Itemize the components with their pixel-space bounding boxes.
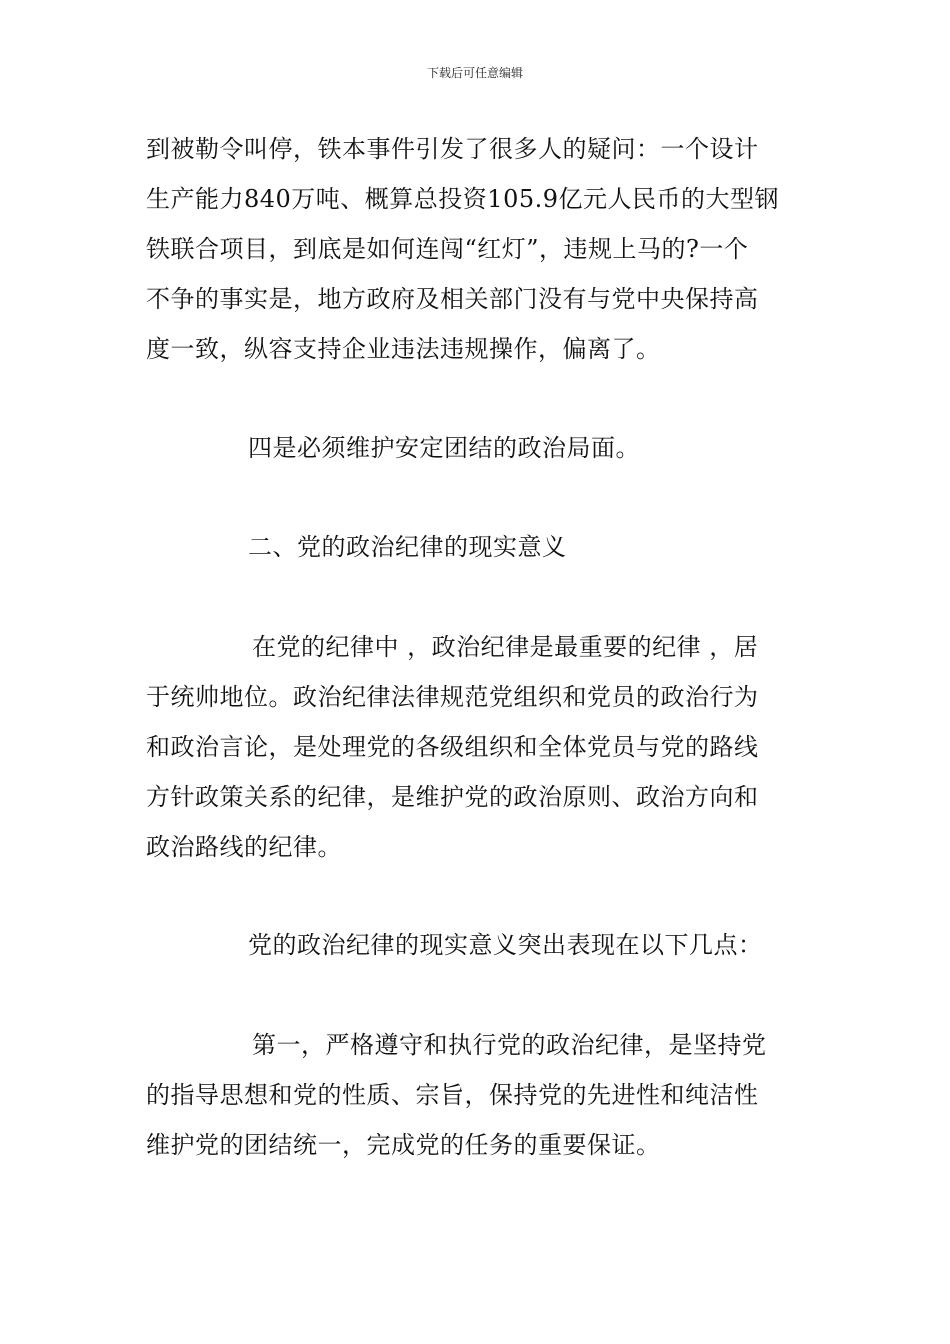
paragraph-line: 第一，严格遵守和执行党的政治纪律，是坚持党 bbox=[252, 1031, 767, 1059]
paragraph-line: 度一致，纵容支持企业违法违规操作，偏离了。 bbox=[146, 335, 661, 363]
paragraph-5 bbox=[146, 1020, 810, 1170]
paragraph-1 bbox=[146, 124, 810, 374]
paragraph-line: 方针政策关系的纪律，是维护党的政治原则、政治方向和 bbox=[146, 783, 759, 811]
paragraph-line: 政治路线的纪律。 bbox=[146, 833, 342, 861]
section-heading-text: 二、党的政治纪律的现实意义 bbox=[248, 533, 567, 561]
paragraph-line: 和政治言论，是处理党的各级组织和全体党员与党的路线 bbox=[146, 733, 759, 761]
paragraph-line: 生产能力840万吨、概算总投资105.9亿元人民币的大型钢 bbox=[146, 185, 780, 213]
paragraph-line: 不争的事实是，地方政府及相关部门没有与党中央保持高 bbox=[146, 285, 759, 313]
paragraph-3 bbox=[146, 622, 810, 872]
paragraph-line: 的指导思想和党的性质、宗旨，保持党的先进性和纯洁性 bbox=[146, 1081, 759, 1109]
paragraph-line: 于统帅地位。政治纪律法律规范党组织和党员的政治行为 bbox=[146, 683, 759, 711]
section-heading bbox=[146, 522, 810, 572]
paragraph-line: 铁联合项目，到底是如何连闯“红灯”，违规上马的?一个 bbox=[146, 235, 749, 263]
page-header: 下载后可任意编辑 bbox=[426, 66, 523, 80]
paragraph-line: 到被勒令叫停，铁本事件引发了很多人的疑问：一个设计 bbox=[146, 135, 759, 163]
paragraph-4 bbox=[146, 920, 810, 970]
paragraph-line: 党的政治纪律的现实意义突出表现在以下几点： bbox=[248, 931, 763, 959]
paragraph-line: 四是必须维护安定团结的政治局面。 bbox=[248, 434, 640, 462]
paragraph-2 bbox=[146, 423, 810, 473]
paragraph-line: 维护党的团结统一，完成党的任务的重要保证。 bbox=[146, 1131, 661, 1159]
paragraph-line: 在党的纪律中 ，政治纪律是最重要的纪律 ，居 bbox=[252, 633, 759, 661]
